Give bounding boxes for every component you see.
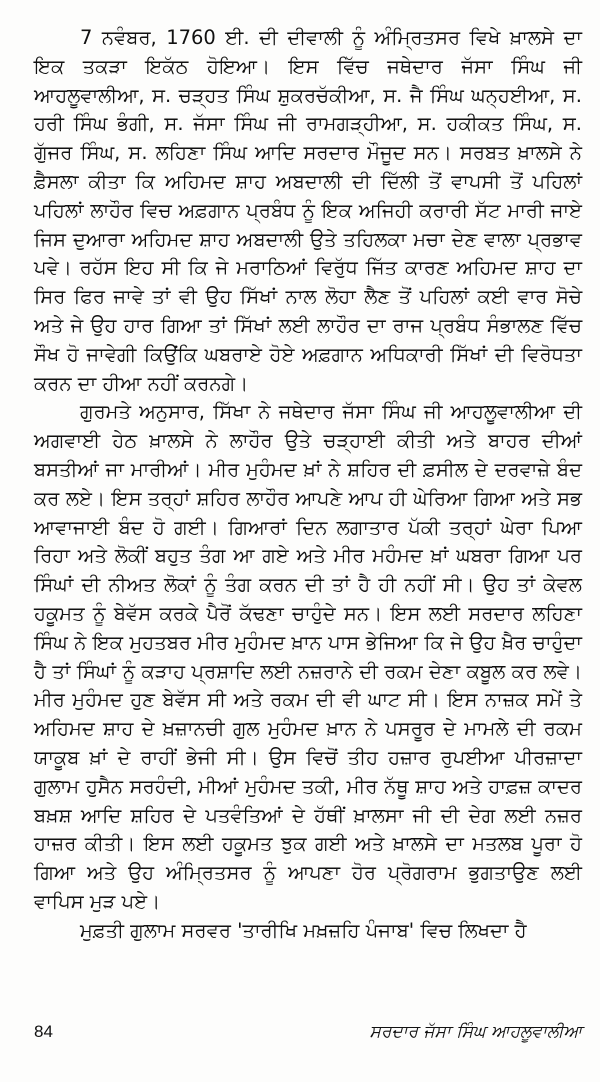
page-footer [34, 1022, 582, 1052]
paragraph-2: ਗੁਰਮਤੇ ਅਨੁਸਾਰ, ਸਿੱਖਾ ਨੇ ਜਥੇਦਾਰ ਜੱਸਾ ਸਿੰਘ ਜੀ ਆਹਲੂਵਾਲੀਆ ਦੀ ਅਗਵਾਈ ਹੇਠ ਖ਼ਾਲਸੇ ਨੇ ਲਾਹੌਰ ਉਤੇ ਚੜ੍ਹਾਈ ਕੀਤੀ ਅਤੇ ਬਾਹਰ ਦੀਆਂ ਬਸਤੀਆਂ ਜਾ ਮਾਰੀਆਂ। ਮੀਰ ਮੁਹੰਮਦ ਖ਼ਾਂ ਨੇ ਸ਼ਹਿਰ ਦੀ ਫ਼ਸੀਲ ਦੇ ਦਰਵਾਜ਼ੇ ਬੰਦ ਕਰ ਲਏ। ਇਸ ਤਰ੍ਹਾਂ ਸ਼ਹਿਰ ਲਾਹੌਰ ਆਪਣੇ ਆਪ ਹੀ ਘੇਰਿਆ ਗਿਆ ਅਤੇ ਸਭ ਆਵਾਜਾਈ ਬੰਦ ਹੋ ਗਈ। ਗਿਆਰਾਂ ਦਿਨ ਲਗਾਤਾਰ ਪੱਕੀ ਤਰ੍ਹਾਂ ਘੇਰਾ ਪਿਆ ਰਿਹਾ ਅਤੇ ਲੋਕੀਂ ਬਹੁਤ ਤੰਗ ਆ ਗਏ ਅਤੇ ਮੀਰ ਮਹੰਮਦ ਖ਼ਾਂ ਘਬਰਾ ਗਿਆ ਪਰ ਸਿੰਘਾਂ ਦੀ ਨੀਅਤ ਲੋਕਾਂ ਨੂੰ ਤੰਗ ਕਰਨ ਦੀ ਤਾਂ ਹੈ ਹੀ ਨਹੀਂ ਸੀ। ਉਹ ਤਾਂ ਕੇਵਲ ਹਕੂਮਤ ਨੂੰ ਬੇਵੱਸ ਕਰਕੇ ਪੈਰੋਂ ਕੱਢਣਾ ਚਾਹੁੰਦੇ ਸਨ। ਇਸ ਲਈ ਸਰਦਾਰ ਲਹਿਣਾ ਸਿੰਘ ਨੇ ਇਕ ਮੁਹਤਬਰ ਮੀਰ ਮੁਹੰਮਦ ਖ਼ਾਨ ਪਾਸ ਭੇਜਿਆ ਕਿ ਜੇ ਉਹ ਖ਼ੈਰ ਚਾਹੁੰਦਾ ਹੈ ਤਾਂ ਸਿੰਘਾਂ ਨੂੰ ਕੜਾਹ ਪ੍ਰਸ਼ਾਦਿ ਲਈ ਨਜ਼ਰਾਨੇ ਦੀ ਰਕਮ ਦੇਣਾ ਕਬੂਲ ਕਰ ਲਵੇ। ਮੀਰ ਮੁਹੰਮਦ ਹੁਣ ਬੇਵੱਸ ਸੀ ਅਤੇ ਰਕਮ ਦੀ ਵੀ ਘਾਟ ਸੀ। ਇਸ ਨਾਜ਼ਕ ਸਮੇਂ ਤੇ ਅਹਿਮਦ ਸ਼ਾਹ ਦੇ ਖ਼ਜ਼ਾਨਚੀ ਗੁਲ ਮੁਹੰਮਦ ਖ਼ਾਨ ਨੇ ਪਸਰੂਰ ਦੇ ਮਾਮਲੇ ਦੀ ਰਕਮ ਯਾਕੂਬ ਖ਼ਾਂ ਦੇ ਰਾਹੀਂ ਭੇਜੀ ਸੀ। ਉਸ ਵਿਚੋਂ ਤੀਹ ਹਜ਼ਾਰ ਰੁਪਈਆ ਪੀਰਜ਼ਾਦਾ ਗੁਲਾਮ ਹੁਸੈਨ ਸਰਹੰਦੀ, ਮੀਆਂ ਮੁਹੰਮਦ ਤਕੀ, ਮੀਰ ਨੱਥੂ ਸ਼ਾਹ ਅਤੇ ਹਾਫ਼ਜ਼ ਕਾਦਰ ਬਖ਼ਸ਼ ਆਦਿ ਸ਼ਹਿਰ ਦੇ ਪਤਵੰਤਿਆਂ ਦੇ ਹੱਥੀਂ ਖ਼ਾਲਸਾ ਜੀ ਦੀ ਦੇਗ ਲਈ ਨਜ਼ਰ ਹਾਜ਼ਰ ਕੀਤੀ। ਇਸ ਲਈ ਹਕੂਮਤ ਝੁਕ ਗਈ ਅਤੇ ਖ਼ਾਲਸੇ ਦਾ ਮਤਲਬ ਪੂਰਾ ਹੋ ਗਿਆ ਅਤੇ ਉਹ ਅੰਮ੍ਰਿਤਸਰ ਨੂੰ ਆਪਣਾ ਹੋਰ ਪ੍ਰੋਗਰਾਮ ਭੁਗਤਾਉਣ ਲਈ ਵਾਪਿਸ ਮੁੜ ਪਏ। [34, 400, 582, 913]
page-number: 84 [34, 1022, 53, 1041]
paragraph-3: ਮੁਫ਼ਤੀ ਗੁਲਾਮ ਸਰਵਰ 'ਤਾਰੀਖਿ ਮਖ਼ਜ਼ਹਿ ਪੰਜਾਬ' ਵਿਚ ਲਿਖਦਾ ਹੈ [80, 918, 527, 942]
body-text [34, 24, 582, 946]
paragraph-1: 7 ਨਵੰਬਰ, 1760 ਈ. ਦੀ ਦੀਵਾਲੀ ਨੂੰ ਅੰਮ੍ਰਿਤਸਰ ਵਿਖੇ ਖ਼ਾਲਸੇ ਦਾ ਇਕ ਤਕੜਾ ਇਕੱਠ ਹੋਇਆ। ਇਸ ਵਿੱਚ ਜਥੇਦਾਰ ਜੱਸਾ ਸਿੰਘ ਜੀ ਆਹਲੂਵਾਲੀਆ, ਸ. ਚੜ੍ਹਤ ਸਿੰਘ ਸ਼ੁਕਰਚੱਕੀਆ, ਸ. ਜੈ ਸਿੰਘ ਘਨ੍ਹਈਆ, ਸ. ਹਰੀ ਸਿੰਘ ਭੰਗੀ, ਸ. ਜੱਸਾ ਸਿੰਘ ਜੀ ਰਾਮਗੜ੍ਹੀਆ, ਸ. ਹਕੀਕਤ ਸਿੰਘ, ਸ. ਗੁੱਜਰ ਸਿੰਘ, ਸ. ਲਹਿਣਾ ਸਿੰਘ ਆਦਿ ਸਰਦਾਰ ਮੌਜੂਦ ਸਨ। ਸਰਬਤ ਖ਼ਾਲਸੇ ਨੇ ਫ਼ੈਸਲਾ ਕੀਤਾ ਕਿ ਅਹਿਮਦ ਸ਼ਾਹ ਅਬਦਾਲੀ ਦੀ ਦਿੱਲੀ ਤੋਂ ਵਾਪਸੀ ਤੋਂ ਪਹਿਲਾਂ ਪਹਿਲਾਂ ਲਾਹੌਰ ਵਿਚ ਅਫ਼ਗਾਨ ਪ੍ਰਬੰਧ ਨੂੰ ਇਕ ਅਜਿਹੀ ਕਰਾਰੀ ਸੱਟ ਮਾਰੀ ਜਾਏ ਜਿਸ ਦੁਆਰਾ ਅਹਿਮਦ ਸ਼ਾਹ ਅਬਦਾਲੀ ਉਤੇ ਤਹਿਲਕਾ ਮਚਾ ਦੇਣ ਵਾਲਾ ਪ੍ਰਭਾਵ ਪਵੇ। ਰਹੱਸ ਇਹ ਸੀ ਕਿ ਜੇ ਮਰਾਠਿਆਂ ਵਿਰੁੱਧ ਜਿੱਤ ਕਾਰਣ ਅਹਿਮਦ ਸ਼ਾਹ ਦਾ ਸਿਰ ਫਿਰ ਜਾਵੇ ਤਾਂ ਵੀ ਉਹ ਸਿੱਖਾਂ ਨਾਲ ਲੋਹਾ ਲੈਣ ਤੋਂ ਪਹਿਲਾਂ ਕਈ ਵਾਰ ਸੋਚੇ ਅਤੇ ਜੇ ਉਹ ਹਾਰ ਗਿਆ ਤਾਂ ਸਿੱਖਾਂ ਲਈ ਲਾਹੌਰ ਦਾ ਰਾਜ ਪ੍ਰਬੰਧ ਸੰਭਾਲਣ ਵਿੱਚ ਸੌਖ ਹੋ ਜਾਵੇਗੀ ਕਿਉਂਕਿ ਘਬਰਾਏ ਹੋਏ ਅਫ਼ਗਾਨ ਅਧਿਕਾਰੀ ਸਿੱਖਾਂ ਦੀ ਵਿਰੋਧਤਾ ਕਰਨ ਦਾ ਹੀਆ ਨਹੀਂ ਕਰਨਗੇ। [34, 26, 582, 395]
running-title: ਸਰਦਾਰ ਜੱਸਾ ਸਿੰਘ ਆਹਲੂਵਾਲੀਆ [369, 1022, 582, 1042]
